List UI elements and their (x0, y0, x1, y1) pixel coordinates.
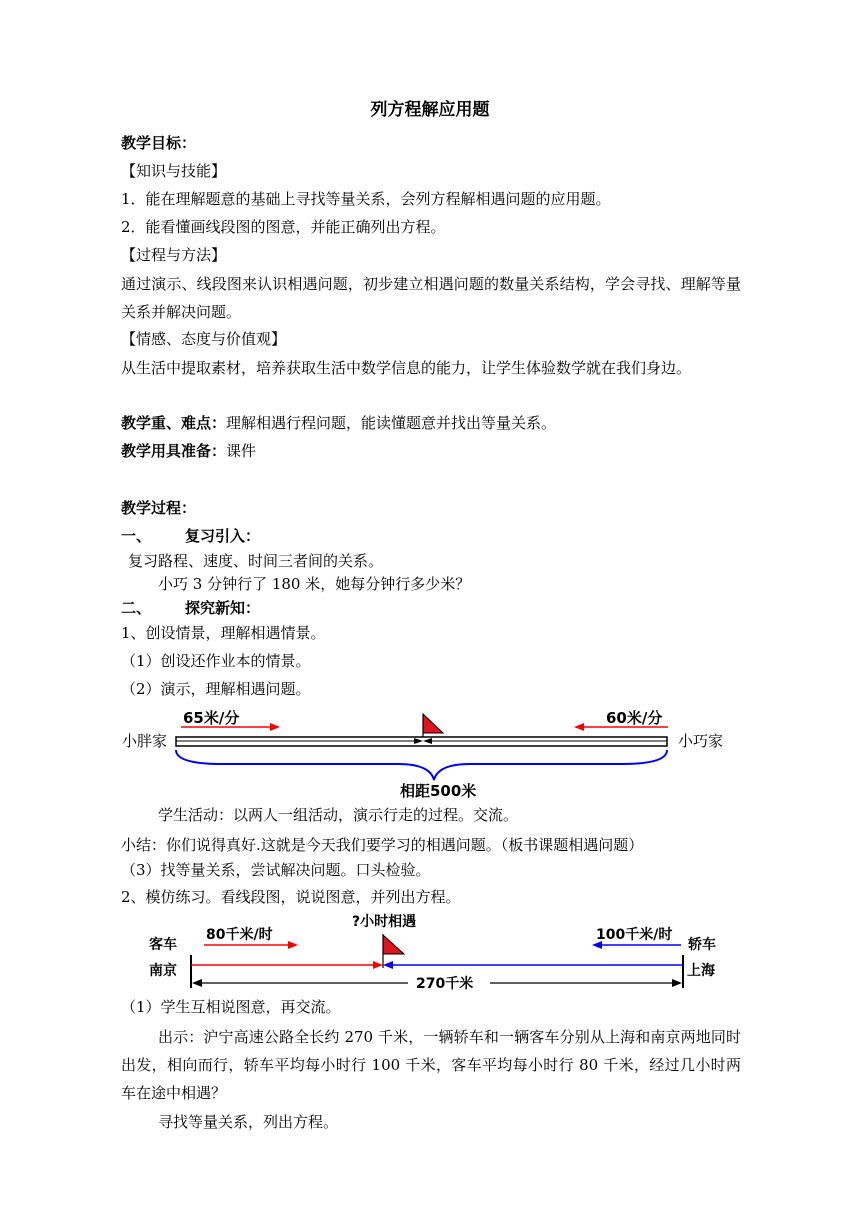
section-2-number: 二、 (121, 599, 152, 617)
diagram1-distance-brace (176, 750, 667, 780)
section-2-heading (121, 598, 260, 618)
meeting-diagram-2 (140, 908, 740, 998)
section-1-line-1: 复习路程、速度、时间三者间的关系。 (128, 552, 384, 570)
key-points-label: 教学重、难点： (121, 414, 227, 432)
diagram2-distance-right-head (672, 979, 682, 987)
diagram2-right-speed: 100千米/时 (596, 927, 673, 943)
diagram2-right-vehicle: 轿车 (688, 937, 716, 953)
diagram2-meet-label: ?小时相遇 (352, 914, 417, 930)
diagram1-right-speed: 60米/分 (606, 709, 663, 727)
problem-statement: 出示：沪宁高速公路全长约 270 千米，一辆轿车和一辆客车分别从上海和南京两地同时出发，相向而行，轿车平均每小时行 100 千米，客车平均每小时行 80 千米，经过几小时两车在途中相遇？ (121, 1028, 741, 1102)
process-heading: 教学过程： (121, 499, 197, 517)
key-points (121, 413, 556, 433)
diagram1-flag (423, 714, 443, 733)
practice-sub-1: （1）学生互相说图意，再交流。 (121, 998, 341, 1016)
diagram1-left-speed: 65米/分 (183, 709, 240, 727)
diagram1-right-arrow-head (574, 723, 584, 731)
diagram2-left-vehicle: 客车 (149, 937, 177, 953)
diagram2-car-b-path-head (383, 961, 393, 969)
section-2-title: 探究新知： (185, 599, 261, 617)
section-1-title: 复习引入： (185, 527, 261, 545)
section-1-heading (121, 526, 260, 546)
process-method-text: 通过演示、线段图来认识相遇问题，初步建立相遇问题的数量关系结构，学会寻找、理解等量关系并解决问题。 (121, 275, 741, 321)
section-2-line-1: 1、创设情景，理解相遇情景。 (121, 624, 326, 642)
diagram1-right-label: 小巧家 (678, 732, 724, 750)
process-method-heading: 【过程与方法】 (121, 246, 227, 264)
diagram2-car-a-path-head (373, 961, 383, 969)
diagram2-distance-left-head (192, 979, 202, 987)
diagram1-distance: 相距500米 (400, 782, 477, 800)
tools-label: 教学用具准备： (121, 442, 227, 460)
goals-heading: 教学目标： (121, 134, 197, 152)
knowledge-heading: 【知识与技能】 (121, 162, 227, 180)
diagram2-right-city: 上海 (687, 963, 715, 979)
key-points-text: 理解相遇行程问题，能读懂题意并找出等量关系。 (226, 414, 557, 432)
emotion-text: 从生活中提取素材，培养获取生活中数学信息的能力，让学生体验数学就在我们身边。 (121, 359, 692, 377)
tools-text: 课件 (226, 442, 257, 460)
meeting-diagram-1 (112, 700, 752, 800)
tools (121, 441, 256, 461)
summary: 小结：你们说得真好.这就是今天我们要学习的相遇问题。（板书课题相遇问题） (121, 836, 644, 854)
section-1-line-2: 小巧 3 分钟行了 180 米，她每分钟行多少米？ (158, 575, 471, 593)
practice: 2、模仿练习。看线段图，说说图意，并列出方程。 (121, 888, 461, 906)
diagram1-left-label: 小胖家 (122, 732, 168, 750)
diagram2-distance: 270千米 (416, 976, 474, 992)
diagram1-left-arrow-head (270, 723, 280, 731)
step-3: （3）找等量关系，尝试解决问题。口头检验。 (121, 861, 431, 879)
section-2-line-3: （2）演示，理解相遇问题。 (121, 680, 311, 698)
diagram2-left-city: 南京 (149, 963, 177, 979)
knowledge-item-1: 1．能在理解题意的基础上寻找等量关系，会列方程解相遇问题的应用题。 (121, 190, 611, 208)
knowledge-item-2: 2．能看懂画线段图的图意，并能正确列出方程。 (121, 218, 446, 236)
find-relation: 寻找等量关系，列出方程。 (158, 1113, 339, 1131)
section-1-number: 一、 (121, 527, 152, 545)
diagram2-flag (383, 935, 404, 954)
diagram2-left-speed: 80千米/时 (206, 927, 273, 943)
section-2-line-2: （1）创设还作业本的情景。 (121, 652, 311, 670)
student-activity: 学生活动：以两人一组活动，演示行走的过程。交流。 (158, 806, 519, 824)
emotion-heading: 【情感、态度与价值观】 (121, 330, 287, 348)
diagram2-left-speed-arrow-head (288, 941, 298, 949)
page-title: 列方程解应用题 (370, 100, 490, 120)
